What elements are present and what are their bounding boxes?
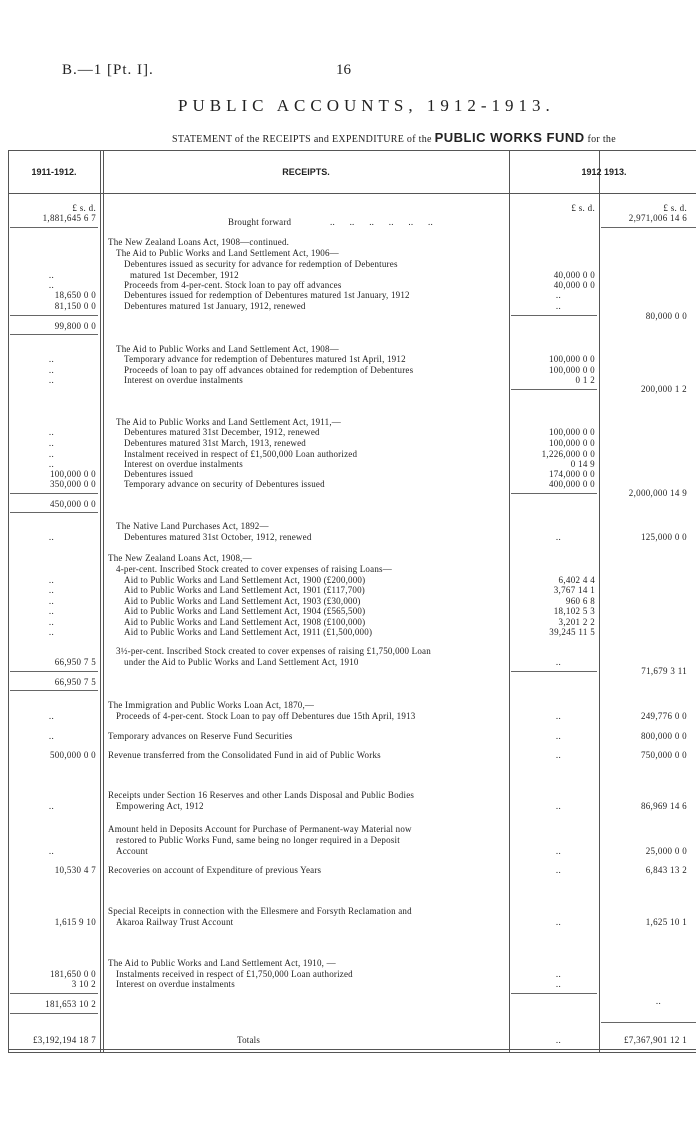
left-amount: 350,000 0 0	[49, 479, 96, 489]
mid-amount: 40,000 0 0	[553, 270, 595, 280]
left-amount: 99,800 0 0	[54, 321, 96, 331]
left-amount: ..	[48, 846, 54, 856]
row-label: Aid to Public Works and Land Settlement Act, 1900 (£200,000)	[124, 575, 366, 585]
row-label: Aid to Public Works and Land Settlement Act, 1903 (£30,000)	[124, 596, 361, 606]
row-label: matured 1st December, 1912	[130, 270, 239, 280]
mid-amount: ..	[555, 865, 561, 875]
row-label: under the Aid to Public Works and Land Settlement Act, 1910	[124, 657, 359, 667]
row-label: Temporary advances on Reserve Fund Securities	[108, 731, 293, 741]
page-reference: B.—1 [Pt. I].	[62, 62, 154, 78]
right-amount: ..	[655, 996, 661, 1006]
row-label: restored to Public Works Fund, same being no longer required in a Deposit	[116, 835, 400, 845]
left-amount: ..	[48, 596, 54, 606]
row-label: Proceeds from 4-per-cent. Stock loan to pay off advances	[124, 280, 342, 290]
document-title: PUBLIC ACCOUNTS, 1912-1913.	[178, 96, 555, 115]
lsd-header-middle: £ s. d.	[571, 203, 595, 213]
left-amount: ..	[48, 617, 54, 627]
right-amount: 80,000 0 0	[645, 311, 687, 321]
right-amount: 249,776 0 0	[640, 711, 687, 721]
left-amount: 10,530 4 7	[54, 865, 96, 875]
mid-amount: 3,201 2 2	[558, 617, 595, 627]
statement-prefix: STATEMENT of the RECEIPTS and EXPENDITURE of the	[172, 134, 432, 145]
mid-amount: 100,000 0 0	[548, 438, 595, 448]
left-amount: ..	[48, 731, 54, 741]
row-label: Debentures matured 31st December, 1912, renewed	[124, 427, 320, 437]
left-amount: ..	[48, 801, 54, 811]
right-amount: 2,000,000 14 9	[628, 488, 687, 498]
row-label: Revenue transferred from the Consolidated Fund in aid of Public Works	[108, 750, 381, 760]
right-amount: 200,000 1 2	[640, 384, 687, 394]
row-label: The Native Land Purchases Act, 1892—	[116, 521, 269, 531]
left-amount: ..	[48, 270, 54, 280]
mid-amount: 100,000 0 0	[548, 365, 595, 375]
left-amount: ..	[48, 354, 54, 364]
row-label: Amount held in Deposits Account for Purchase of Permanent-way Material now	[108, 824, 412, 834]
mid-amount: 18,102 5 3	[553, 606, 595, 616]
column-header-receipts: RECEIPTS.	[282, 167, 330, 177]
row-label: Akaroa Railway Trust Account	[116, 917, 234, 927]
column-header-1912-1913: 1912 1913.	[581, 167, 627, 177]
left-amount: 450,000 0 0	[49, 499, 96, 509]
mid-amount: 100,000 0 0	[548, 427, 595, 437]
left-amount: 3 10 2	[71, 979, 96, 989]
mid-amount: 1,226,000 0 0	[541, 449, 595, 459]
row-label: 4-per-cent. Inscribed Stock created to cover expenses of raising Loans—	[116, 564, 392, 574]
mid-amount: 400,000 0 0	[548, 479, 595, 489]
mid-amount: 100,000 0 0	[548, 354, 595, 364]
mid-amount: ..	[555, 750, 561, 760]
row-label: Aid to Public Works and Land Settlement Act, 1901 (£117,700)	[124, 585, 365, 595]
right-amount: 750,000 0 0	[640, 750, 687, 760]
left-amount: 81,150 0 0	[54, 301, 96, 311]
row-label: Special Receipts in connection with the Ellesmere and Forsyth Reclamation and	[108, 906, 412, 916]
mid-amount: ..	[555, 917, 561, 927]
left-amount: ..	[48, 459, 54, 469]
mid-amount: 3,767 14 1	[553, 585, 595, 595]
left-amount: ..	[48, 365, 54, 375]
row-label: Instalment received in respect of £1,500,000 Loan authorized	[124, 449, 358, 459]
right-amount: 6,843 13 2	[645, 865, 687, 875]
left-amount: ..	[48, 606, 54, 616]
row-label: The Aid to Public Works and Land Settlement Act, 1911,—	[116, 417, 342, 427]
left-amount: 66,950 7 5	[54, 677, 96, 687]
left-amount: ..	[48, 427, 54, 437]
statement-heading	[172, 130, 616, 145]
row-label: Debentures issued as security for advance for redemption of Debentures	[124, 259, 398, 269]
right-amount: 25,000 0 0	[645, 846, 687, 856]
mid-amount: 0 1 2	[575, 375, 595, 385]
row-label: Debentures matured 31st October, 1912, renewed	[124, 532, 312, 542]
right-amount: 71,679 3 11	[641, 666, 687, 676]
row-label: The New Zealand Loans Act, 1908,—	[108, 553, 252, 563]
mid-amount: ..	[555, 290, 561, 300]
lsd-header-left: £ s. d.	[72, 203, 96, 213]
left-amount: 500,000 0 0	[49, 750, 96, 760]
mid-amount: ..	[555, 846, 561, 856]
row-label: Brought forward	[228, 217, 292, 227]
row-label: Temporary advance on security of Debentures issued	[124, 479, 325, 489]
mid-amount: ..	[555, 1035, 561, 1045]
right-amount: 125,000 0 0	[640, 532, 687, 542]
statement-fund: PUBLIC WORKS FUND	[434, 130, 585, 145]
column-header-1911-1912: 1911-1912.	[31, 167, 77, 177]
left-total: £3,192,194 18 7	[33, 1035, 96, 1045]
row-label: The Immigration and Public Works Loan Act, 1870,—	[108, 700, 315, 710]
right-amount: 86,969 14 6	[640, 801, 687, 811]
row-label: Interest on overdue instalments	[116, 979, 235, 989]
row-label: The Aid to Public Works and Land Settlement Act, 1906—	[116, 248, 339, 258]
left-amount: 181,650 0 0	[49, 969, 96, 979]
row-label: Receipts under Section 16 Reserves and other Lands Disposal and Public Bodies	[108, 790, 415, 800]
row-label: Interest on overdue instalments	[124, 375, 243, 385]
left-amount: ..	[48, 280, 54, 290]
row-label: Interest on overdue instalments	[124, 459, 243, 469]
mid-amount: ..	[555, 731, 561, 741]
left-amount: ..	[48, 375, 54, 385]
row-label: Proceeds of loan to pay off advances obtained for redemption of Debentures	[124, 365, 414, 375]
row-label: Aid to Public Works and Land Settlement Act, 1904 (£565,500)	[124, 606, 366, 616]
row-label: Recoveries on account of Expenditure of previous Years	[108, 865, 322, 875]
left-amount: 100,000 0 0	[49, 469, 96, 479]
left-amount: 1,881,645 6 7	[42, 213, 96, 223]
row-label: Debentures issued	[124, 469, 194, 479]
row-label: The New Zealand Loans Act, 1908—continued.	[108, 237, 290, 247]
row-label: Debentures matured 31st March, 1913, renewed	[124, 438, 306, 448]
mid-amount: 6,402 4 4	[558, 575, 595, 585]
page-number: 16	[336, 62, 351, 78]
row-label: 3½-per-cent. Inscribed Stock created to cover expenses of raising £1,750,000 Loan	[116, 646, 431, 656]
left-amount: ..	[48, 575, 54, 585]
left-amount: 18,650 0 0	[54, 290, 96, 300]
statement-suffix: for the	[587, 134, 616, 145]
row-label: Debentures issued for redemption of Debentures matured 1st January, 1912	[124, 290, 410, 300]
left-amount: ..	[48, 627, 54, 637]
mid-amount: ..	[555, 711, 561, 721]
totals-label: Totals	[237, 1035, 261, 1045]
left-amount: 181,653 10 2	[45, 999, 96, 1009]
lsd-header-right: £ s. d.	[663, 203, 687, 213]
mid-amount: 0 14 9	[570, 459, 595, 469]
mid-amount: ..	[555, 532, 561, 542]
right-amount: 2,971,006 14 6	[628, 213, 687, 223]
left-amount: ..	[48, 449, 54, 459]
row-label: Account	[116, 846, 148, 856]
mid-amount: ..	[555, 801, 561, 811]
row-label: Debentures matured 1st January, 1912, renewed	[124, 301, 306, 311]
left-amount: ..	[48, 532, 54, 542]
right-total: £7,367,901 12 1	[624, 1035, 687, 1045]
row-label: Instalments received in respect of £1,750,000 Loan authorized	[116, 969, 353, 979]
right-amount: 800,000 0 0	[640, 731, 687, 741]
row-label: The Aid to Public Works and Land Settlement Act, 1908—	[116, 344, 339, 354]
row-label: Temporary advance for redemption of Debentures matured 1st April, 1912	[124, 354, 406, 364]
left-amount: ..	[48, 711, 54, 721]
left-amount: 66,950 7 5	[54, 657, 96, 667]
row-label: Aid to Public Works and Land Settlement Act, 1908 (£100,000)	[124, 617, 366, 627]
row-label: Proceeds of 4-per-cent. Stock Loan to pay off Debentures due 15th April, 1913	[116, 711, 416, 721]
mid-amount: 960 6 8	[565, 596, 595, 606]
right-amount: 1,625 10 1	[645, 917, 687, 927]
mid-amount: 174,000 0 0	[548, 469, 595, 479]
mid-amount: 39,245 11 5	[549, 627, 595, 637]
left-amount: ..	[48, 585, 54, 595]
mid-amount: ..	[555, 969, 561, 979]
left-amount: 1,615 9 10	[54, 917, 96, 927]
mid-amount: ..	[555, 301, 561, 311]
row-label: The Aid to Public Works and Land Settlement Act, 1910, —	[108, 958, 336, 968]
row-label: Aid to Public Works and Land Settlement Act, 1911 (£1,500,000)	[124, 627, 373, 637]
row-label: Empowering Act, 1912	[116, 801, 204, 811]
left-amount: ..	[48, 438, 54, 448]
mid-amount: ..	[555, 657, 561, 667]
mid-amount: 40,000 0 0	[553, 280, 595, 290]
mid-amount: ..	[555, 979, 561, 989]
